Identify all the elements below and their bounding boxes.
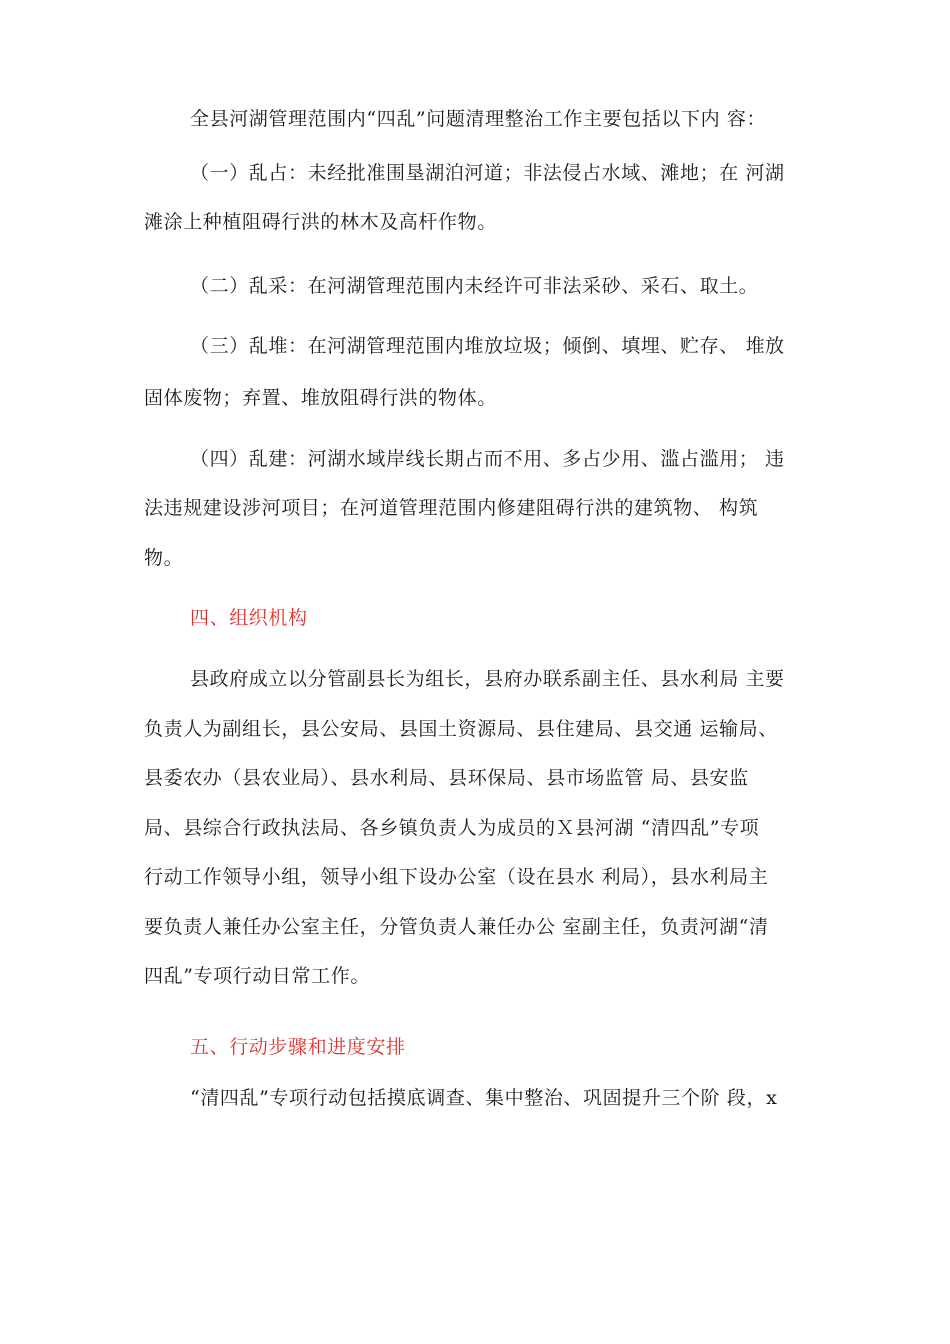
intro-line-1: 全县河湖管理范围内“四乱”问题清理整治工作主要包括以下内 容： [190, 108, 767, 130]
org-line-5: 行动工作领导小组，领导小组下设办公室（设在县水 利局），县水利局主 [144, 866, 769, 888]
section-heading-4: 四、组织机构 [190, 607, 308, 629]
org-line-3: 县委农办（县农业局）、县水利局、县环保局、县市场监管 局、县安监 [144, 767, 749, 789]
item-1-line-1: （一）乱占：未经批准围垦湖泊河道；非法侵占水域、滩地；在 河湖 [190, 162, 785, 184]
org-line-7: 四乱”专项行动日常工作。 [144, 965, 370, 987]
org-line-4: 局、县综合行政执法局、各乡镇负责人为成员的Ｘ县河湖 “清四乱”专项 [144, 817, 760, 839]
item-3-line-1: （三）乱堆：在河湖管理范围内堆放垃圾；倾倒、填埋、贮存、 堆放 [190, 335, 785, 357]
item-4-line-1: （四）乱建：河湖水域岸线长期占而不用、多占少用、滥占滥用； 违 [190, 448, 785, 470]
item-4-line-3: 物。 [144, 547, 184, 569]
item-2-line-1: （二）乱采：在河湖管理范围内未经许可非法采砂、采石、取土。 [190, 275, 759, 297]
item-1-line-2: 滩涂上种植阻碍行洪的林木及高杆作物。 [144, 211, 497, 233]
org-line-6: 要负责人兼任办公室主任，分管负责人兼任办公 室副主任，负责河湖“清 [144, 916, 769, 938]
item-4-line-2: 法违规建设涉河项目；在河道管理范围内修建阻碍行洪的建筑物、 构筑 [144, 497, 759, 519]
item-3-line-2: 固体废物；弃置、堆放阻碍行洪的物体。 [144, 387, 497, 409]
org-line-2: 负责人为副组长，县公安局、县国土资源局、县住建局、县交通 运输局、 [144, 718, 778, 740]
steps-line-1: “清四乱”专项行动包括摸底调查、集中整治、巩固提升三个阶 段，x [190, 1087, 778, 1109]
org-line-1: 县政府成立以分管副县长为组长，县府办联系副主任、县水利局 主要 [190, 668, 785, 690]
section-heading-5: 五、行动步骤和进度安排 [190, 1036, 406, 1058]
